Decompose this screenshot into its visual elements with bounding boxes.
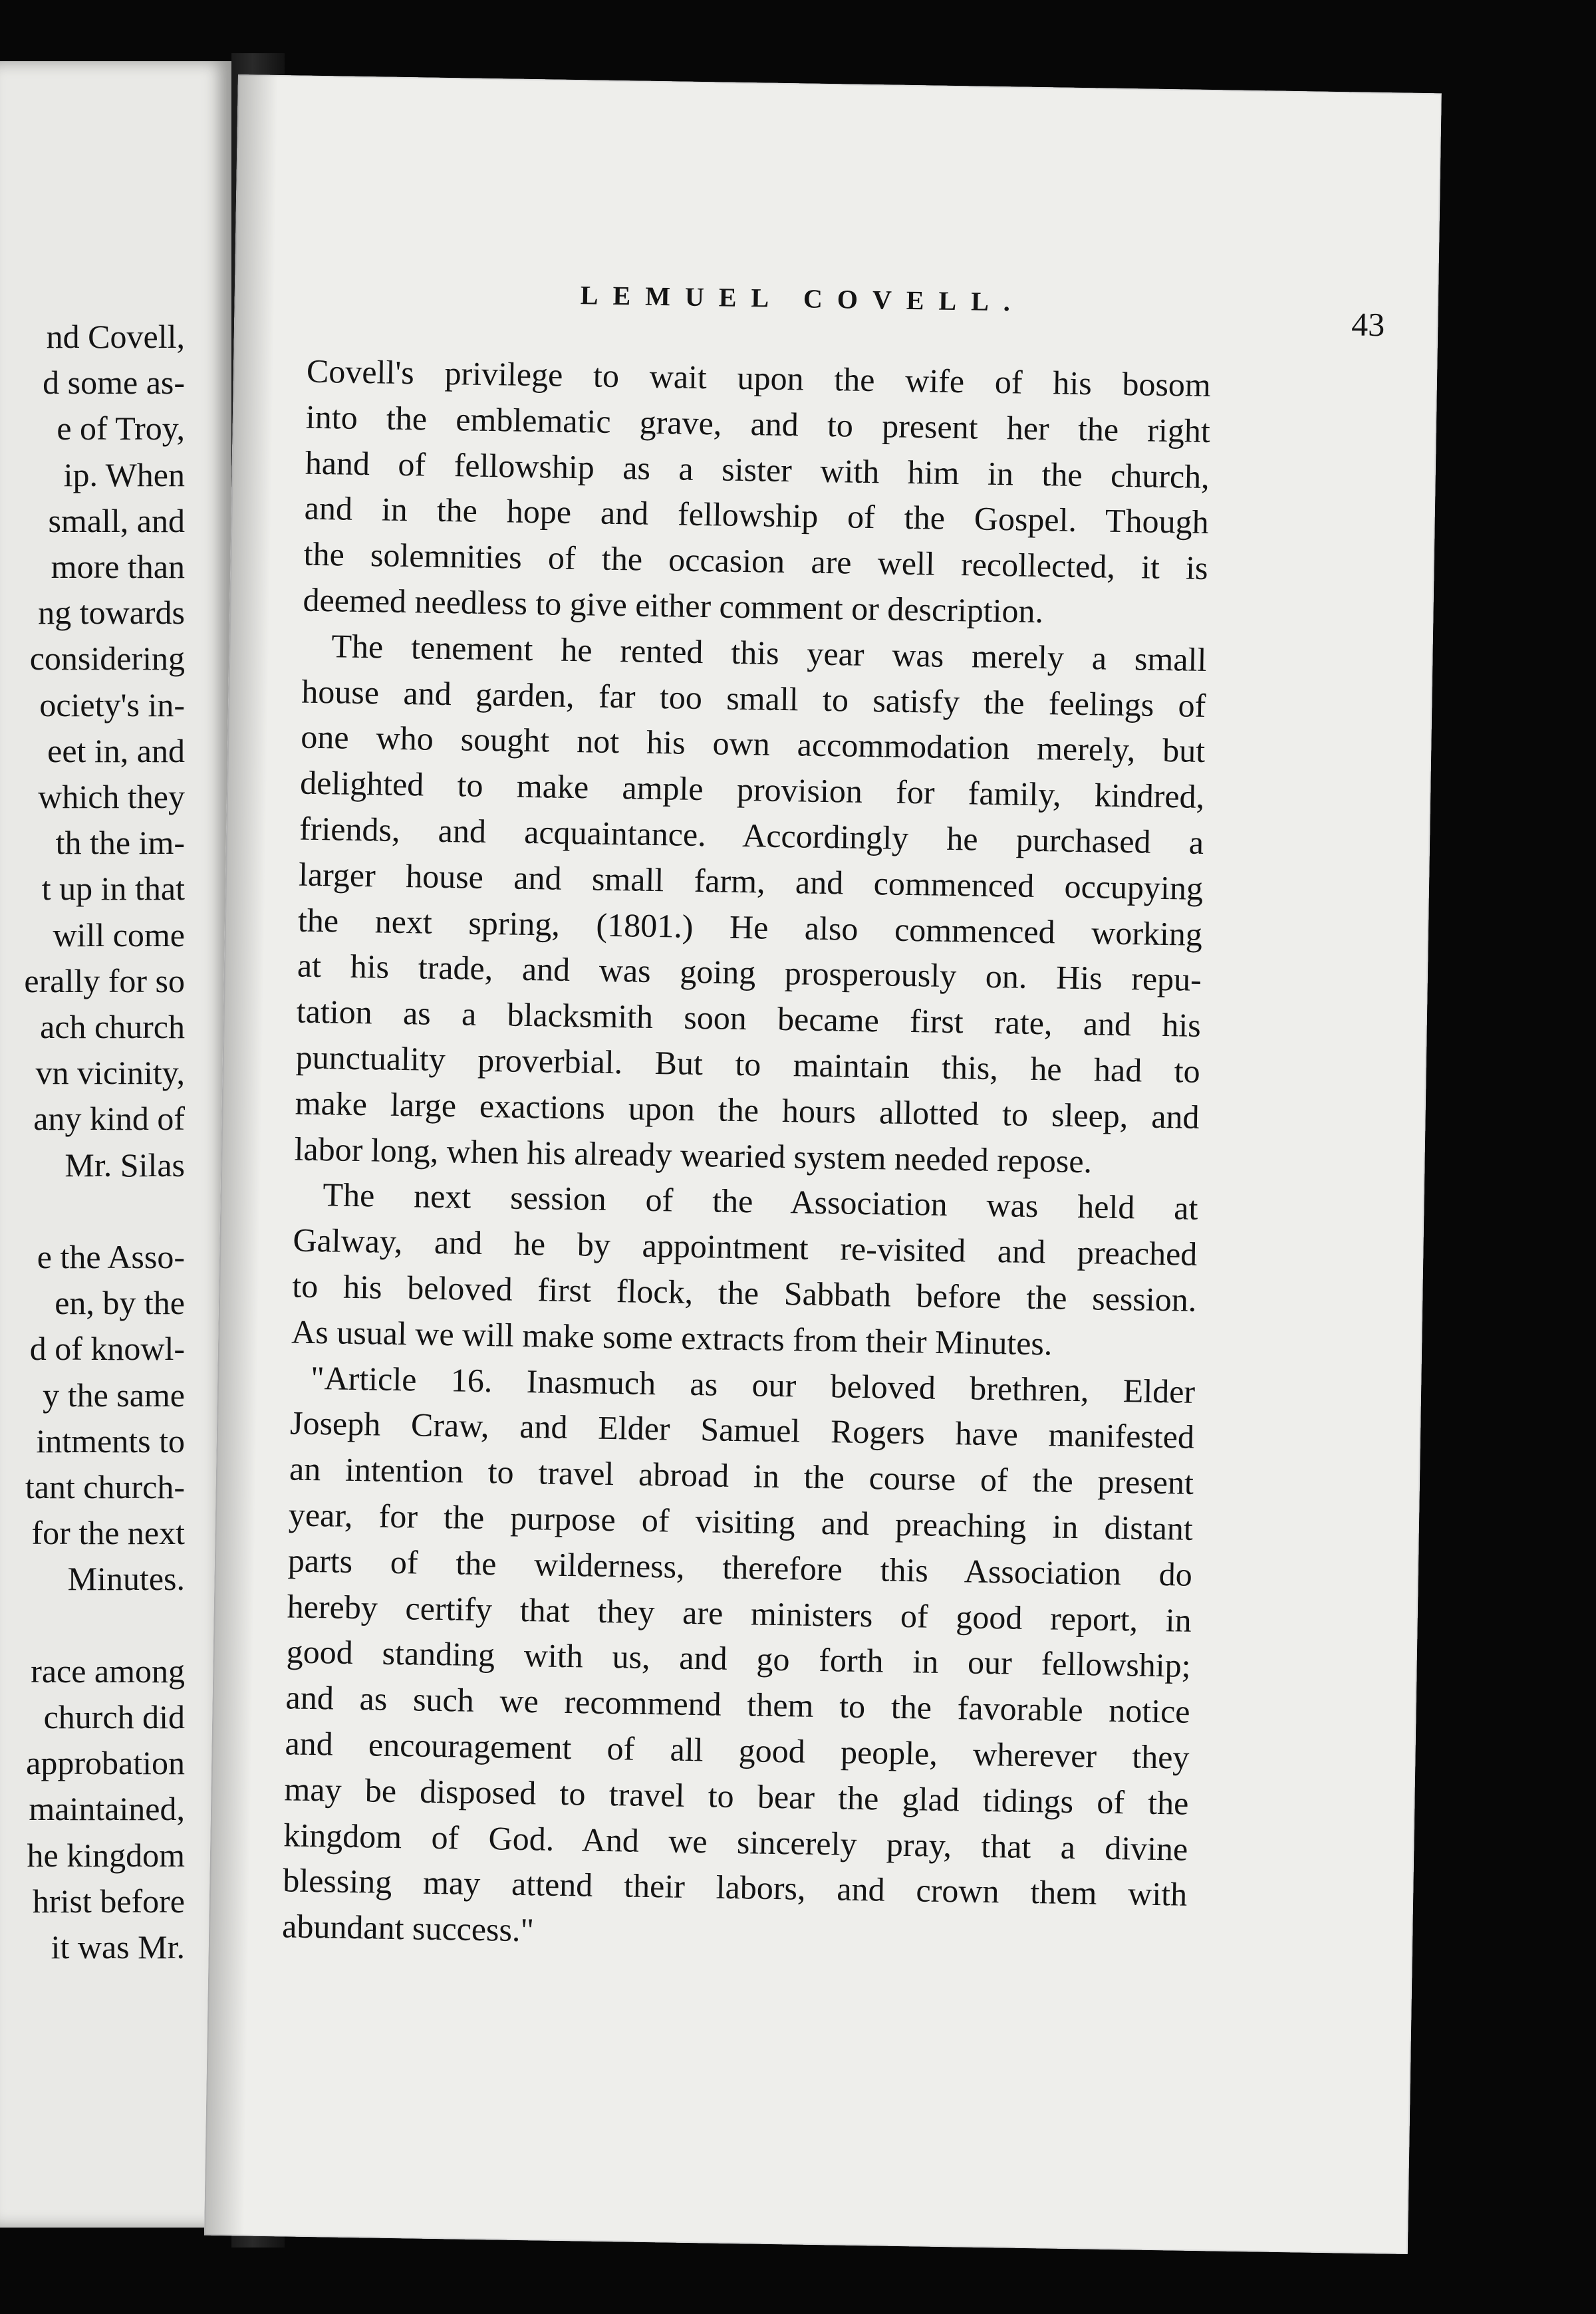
- text-line: year, for the purpose of visiting and preaching in distant: [288, 1495, 1194, 1547]
- text-line: punctuality proverbial. But to maintain this, he had to: [295, 1038, 1201, 1090]
- left-line: it was Mr.: [51, 1928, 185, 1966]
- left-line: church did: [43, 1698, 185, 1736]
- left-line: ach church: [40, 1008, 185, 1046]
- text-line: parts of the wilderness, therefore this Association do: [287, 1541, 1193, 1593]
- text-line: may be disposed to travel to bear the glad tidings of the: [284, 1770, 1189, 1822]
- text-line: kingdom of God. And we sincerely pray, that a divine: [283, 1815, 1188, 1868]
- left-line: more than: [51, 548, 185, 586]
- left-page-text: [0, 314, 185, 1970]
- left-line: vn vicinity,: [35, 1054, 185, 1092]
- text-line: the solemnities of the occasion are well recollected, it is: [303, 535, 1208, 587]
- running-head: LEMUEL COVELL.: [580, 280, 1025, 317]
- text-line: Galway, and he by appointment re-visited and preached: [293, 1221, 1198, 1273]
- text-line: and encouragement of all good people, wherever they: [285, 1724, 1190, 1776]
- text-line: hand of fellowship as a sister with him in the church,: [305, 444, 1210, 495]
- text-line: one who sought not his own accommodation merely, but: [300, 717, 1206, 770]
- text-line: at his trade, and was going prosperously on. His repu-: [297, 946, 1202, 999]
- left-line: he kingdom: [27, 1836, 185, 1874]
- text-line: As usual we will make some extracts from their Minutes.: [291, 1313, 1053, 1362]
- text-line: and in the hope and fellowship of the Gospel. Though: [304, 489, 1210, 541]
- left-line: th the im-: [55, 824, 185, 862]
- left-line: Minutes.: [67, 1560, 185, 1598]
- text-line: and as such we recommend them to the favorable notice: [285, 1678, 1190, 1730]
- left-line: y the same: [43, 1376, 185, 1414]
- body-text: [282, 348, 1212, 1964]
- text-line: labor long, when his already wearied system needed repose.: [294, 1130, 1093, 1180]
- left-line: d some as-: [43, 364, 185, 402]
- left-line: e the Asso-: [37, 1238, 185, 1276]
- left-line: d of knowl-: [29, 1330, 185, 1368]
- left-line: erally for so: [24, 962, 185, 999]
- text-line: larger house and small farm, and commenced occupying: [298, 855, 1204, 907]
- left-line: intments to: [36, 1422, 185, 1460]
- text-line: into the emblematic grave, and to present her the right: [305, 398, 1211, 450]
- left-line: Mr. Silas: [65, 1146, 185, 1184]
- text-line: make large exactions upon the hours allotted to sleep, and: [295, 1084, 1200, 1136]
- left-line: any kind of: [33, 1100, 185, 1138]
- text-line: tation as a blacksmith soon became first rate, and his: [296, 992, 1202, 1045]
- page-number: 43: [1351, 305, 1385, 344]
- left-line: maintained,: [29, 1790, 185, 1828]
- left-line: approbation: [26, 1744, 185, 1782]
- text-line: abundant success.": [281, 1907, 535, 1949]
- left-line: eet in, and: [47, 731, 185, 769]
- left-line: tant church-: [25, 1468, 185, 1506]
- text-line: an intention to travel abroad in the course of the present: [289, 1450, 1194, 1501]
- text-line: deemed needless to give either comment or description.: [303, 580, 1044, 630]
- left-line: small, and: [48, 501, 185, 539]
- left-line: nd Covell,: [46, 318, 185, 355]
- left-line-gap: [0, 1603, 185, 1648]
- left-page: [0, 61, 231, 2228]
- left-line: ng towards: [38, 594, 185, 632]
- text-line: "Article 16. Inasmuch as our beloved brethren, Elder: [310, 1358, 1196, 1410]
- left-line: en, by the: [55, 1284, 185, 1322]
- left-line: ip. When: [63, 455, 185, 493]
- left-line: ociety's in-: [39, 686, 185, 723]
- left-line: hrist before: [32, 1882, 185, 1920]
- text-line: friends, and acquaintance. Accordingly he purchased a: [299, 809, 1204, 861]
- text-line: blessing may attend their labors, and crown them with: [282, 1861, 1188, 1914]
- text-line: hereby certify that they are ministers of good report, in: [287, 1587, 1192, 1639]
- left-line-gap: [0, 1188, 185, 1234]
- left-line: which they: [38, 778, 185, 816]
- left-line: for the next: [31, 1514, 185, 1552]
- text-line: house and garden, far too small to satisfy the feelings of: [301, 672, 1206, 724]
- text-line: The tenement he rented this year was merely a small: [331, 627, 1207, 678]
- text-line: The next session of the Association was held at: [323, 1176, 1198, 1227]
- left-line: considering: [29, 640, 185, 678]
- text-line: to his beloved first flock, the Sabbath before the session.: [291, 1267, 1197, 1319]
- left-line: e of Troy,: [57, 410, 185, 448]
- text-line: Covell's privilege to wait upon the wife of his bosom: [306, 352, 1212, 404]
- text-line: Joseph Craw, and Elder Samuel Rogers have manifested: [289, 1404, 1195, 1456]
- text-line: the next spring, (1801.) He also commenced working: [297, 901, 1203, 953]
- left-line: will come: [53, 916, 185, 954]
- right-page: [204, 74, 1442, 2254]
- text-line: good standing with us, and go forth in our fellowship;: [286, 1632, 1192, 1685]
- left-line: race among: [31, 1652, 185, 1690]
- left-line: t up in that: [41, 870, 185, 908]
- text-line: delighted to make ample provision for family, kindred,: [299, 763, 1205, 816]
